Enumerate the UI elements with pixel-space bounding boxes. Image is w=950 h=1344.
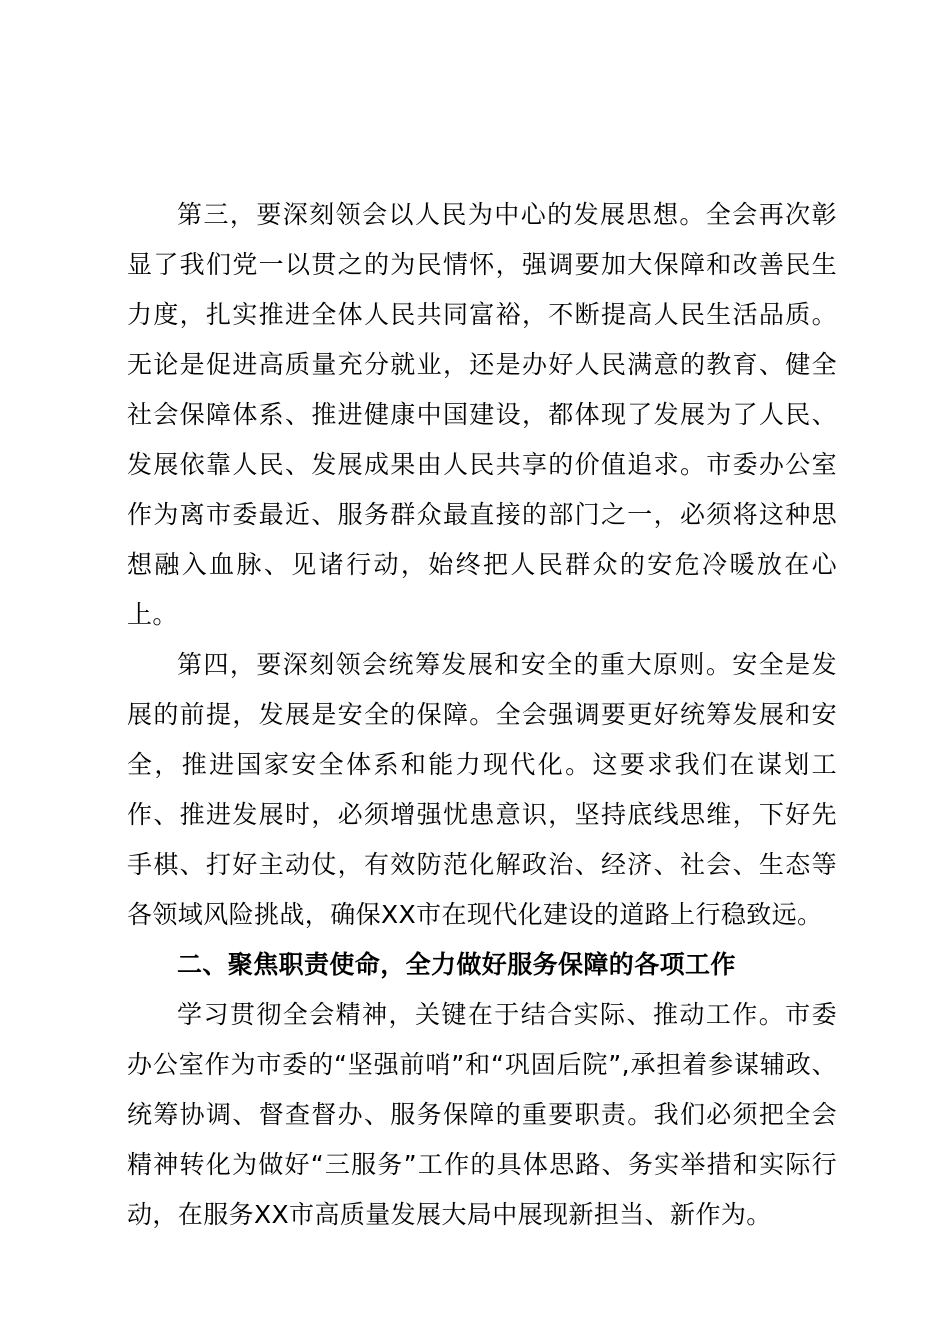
paragraph-fourth-point: 第四，要深刻领会统筹发展和安全的重大原则。安全是发展的前提，发展是安全的保障。全会强调要更好统筹发展和安全，推进国家安全体系和能力现代化。这要求我们在谋划工作、推进发展时，必须增强忧患意识，坚持底线思维，下好先手棋、打好主动仗，有效防范化解政治、经济、社会、生态等各领域风险挑战，确保XX市在现代化建设的道路上行稳致远。 — [127, 650, 837, 929]
section-heading: 二、聚焦职责使命，全力做好服务保障的各项工作 — [177, 950, 736, 979]
document-body — [127, 190, 837, 1240]
paragraph-section-intro: 学习贯彻全会精神，关键在于结合实际、推动工作。市委办公室作为市委的“坚强前哨”和“巩固后院”,承担着参谋辅政、统筹协调、督查督办、服务保障的重要职责。我们必须把全会精神转化为做好“三服务”工作的具体思路、务实举措和实际行动，在服务XX市高质量发展大局中展现新担当、新作为。 — [127, 1000, 837, 1229]
paragraph-third-point: 第三，要深刻领会以人民为中心的发展思想。全会再次彰显了我们党一以贯之的为民情怀，强调要加大保障和改善民生力度，扎实推进全体人民共同富裕，不断提高人民生活品质。无论是促进高质量充分就业，还是办好人民满意的教育、健全社会保障体系、推进健康中国建设，都体现了发展为了人民、发展依靠人民、发展成果由人民共享的价值追求。市委办公室作为离市委最近、服务群众最直接的部门之一，必须将这种思想融入血脉、见诸行动，始终把人民群众的安危冷暖放在心上。 — [127, 200, 837, 629]
